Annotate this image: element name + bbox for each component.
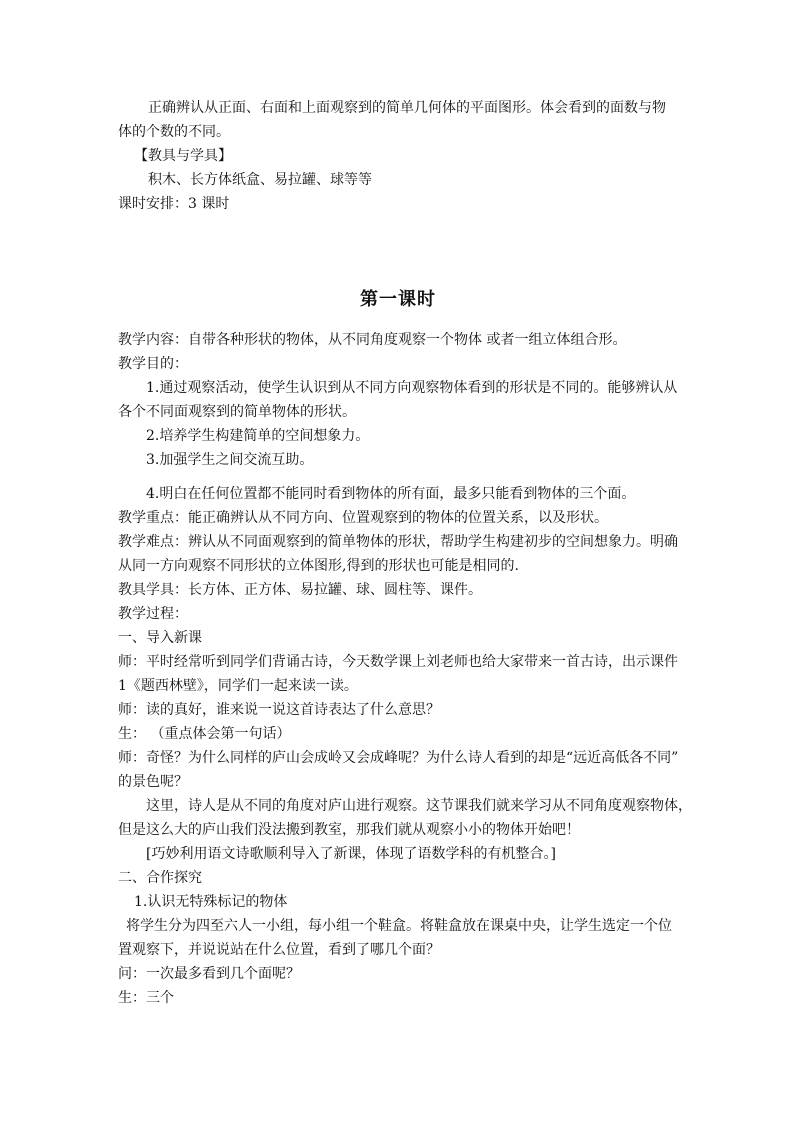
difficulty-line-1: 教学难点：辨认从不同面观察到的简单物体的形状，帮助学生构建初步的空间想象力。明确 [118,534,678,550]
teaching-content: 教学内容：自带各种形状的物体，从不同角度观察一个物体 或者一组立体组合形。 [118,332,627,348]
schedule-line: 课时安排：3 课时 [118,196,230,212]
document-page [118,96,692,1010]
tools-list: 积木、长方体纸盒、易拉罐、球等等 [148,172,372,188]
lesson-title: 第一课时 [360,289,436,310]
materials: 教具学具：长方体、正方体、易拉罐、球、圆柱等、课件。 [118,582,482,598]
goal-line-2: 体的个数的不同。 [118,124,230,140]
teacher-line-1a: 师：平时经常听到同学们背诵古诗，今天数学课上刘老师也给大家带来一首古诗，出示课件 [118,654,678,670]
objective-1-line-2: 各个不同面观察到的简单物体的形状。 [118,404,356,420]
goal-line-1: 正确辨认从正面、右面和上面观察到的简单几何体的平面图形。体会看到的面数与物 [148,100,666,116]
section-1-heading: 一、导入新课 [118,630,202,646]
objective-1-line-1: 1.通过观察活动，使学生认识到从不同方向观察物体看到的形状是不同的。能够辨认从 [146,380,678,396]
activity-line-2: 置观察下，并说说站在什么位置，看到了哪几个面？ [118,942,440,958]
explain-line-2: 但是这么大的庐山我们没法搬到教室，那我们就从观察小小的物体开始吧！ [118,822,580,838]
sub-heading-1: 1.认识无特殊标记的物体 [134,894,288,910]
key-points: 教学重点：能正确辨认从不同方向、位置观察到的物体的位置关系，以及形状。 [118,510,608,526]
question-line: 问：一次最多看到几个面呢？ [118,966,300,982]
objective-3: 3.加强学生之间交流互助。 [146,452,314,468]
design-note: [巧妙利用语文诗歌顺利导入了新课，体现了语数学科的有机整合。] [146,846,556,862]
teacher-line-3b: 的景色呢？ [118,774,188,790]
teacher-line-1b: 1《题西林壁》，同学们一起来读一读。 [118,678,358,694]
objective-2: 2.培养学生构建简单的空间想象力。 [146,428,370,444]
teacher-line-3a: 师：奇怪？为什么同样的庐山会成岭又会成峰呢？为什么诗人看到的却是“远近高低各不同” [118,750,679,766]
activity-line-1: 将学生分为四至六人一小组，每小组一个鞋盒。将鞋盒放在课桌中央，让学生选定一个位 [126,918,672,934]
answer-line: 生：三个 [118,990,174,1006]
tools-heading: 【教具与学具】 [134,148,232,164]
spacer [118,216,678,286]
student-line-1: 生： （重点体会第一句话） [118,726,291,742]
objectives-heading: 教学目的： [118,356,188,372]
process-heading: 教学过程： [118,606,188,622]
explain-line-1: 这里，诗人是从不同的角度对庐山进行观察。这节课我们就来学习从不同角度观察物体， [146,798,692,814]
objective-4: 4.明白在任何位置都不能同时看到物体的所有面，最多只能看到物体的三个面。 [146,486,636,502]
section-2-heading: 二、合作探究 [118,870,202,886]
teacher-line-2: 师：读的真好，谁来说一说这首诗表达了什么意思？ [118,702,440,718]
spacer [118,472,678,482]
difficulty-line-2: 从同一方向观察不同形状的立体图形,得到的形状也可能是相同的. [118,558,519,574]
